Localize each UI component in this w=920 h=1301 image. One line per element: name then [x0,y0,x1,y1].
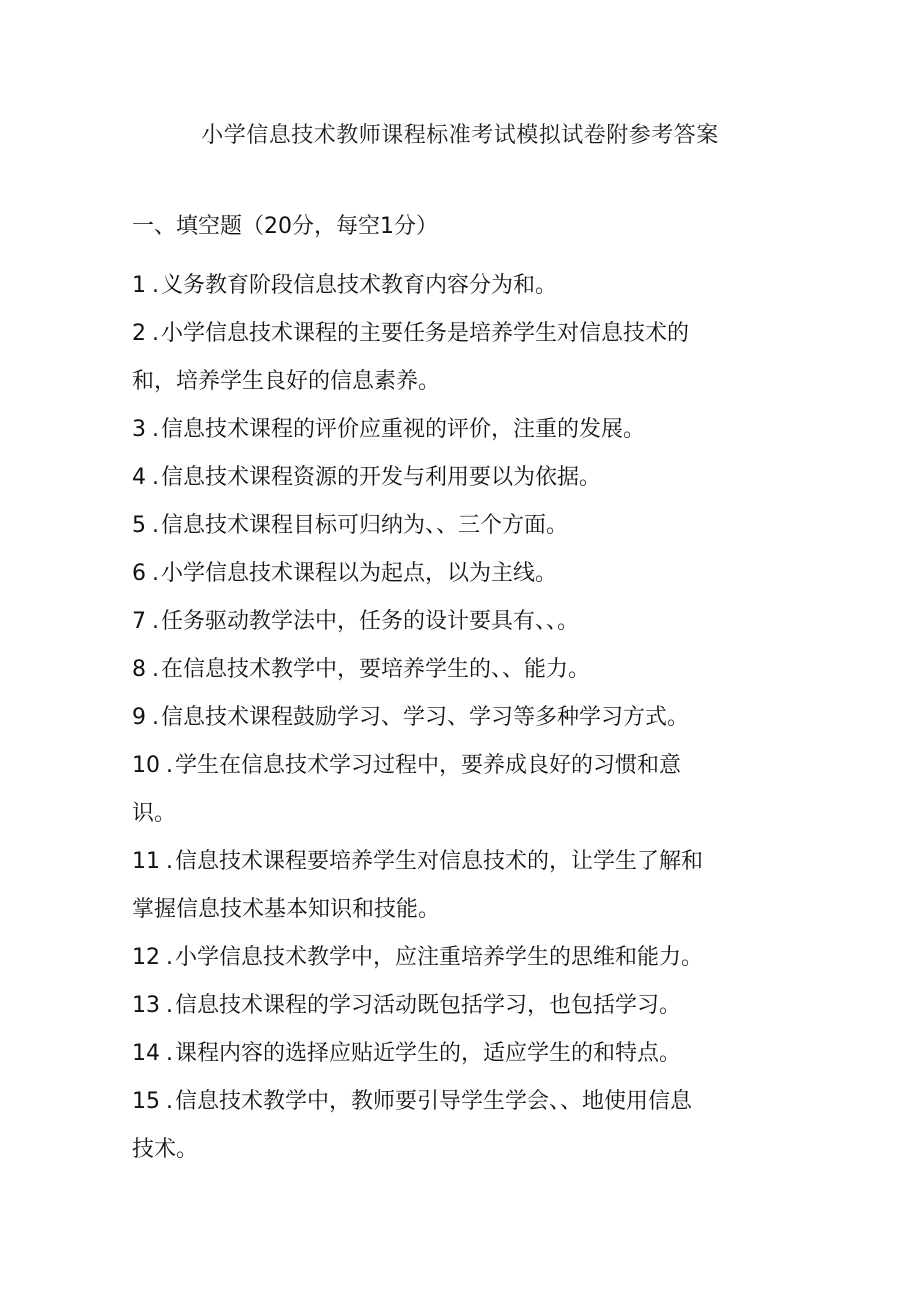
question-item [132,502,792,550]
question-number-dot: . [166,1089,173,1114]
question-number: 11 [132,849,160,874]
question-number-dot: . [152,705,159,730]
question-number-dot: . [166,849,173,874]
question-item [132,406,792,454]
question-number: 10 [132,753,160,778]
question-number: 12 [132,945,160,970]
question-text: 任务驱动教学法中，任务的设计要具有、、。 [161,609,580,634]
question-text-continued: 识。 [132,801,177,826]
question-number-dot: . [166,993,173,1018]
question-item [132,262,792,310]
question-text-continued: 掌握信息技术基本知识和技能。 [132,897,441,922]
question-list [132,262,792,1174]
question-item [132,742,792,838]
question-number-dot: . [152,657,159,682]
question-text: 小学信息技术教学中，应注重培养学生的思维和能力。 [175,945,704,970]
question-text: 信息技术课程资源的开发与利用要以为依据。 [161,465,602,490]
question-number: 2 [132,321,146,346]
question-text: 义务教育阶段信息技术教育内容分为和。 [161,273,558,298]
question-item [132,454,792,502]
question-number: 7 [132,609,146,634]
question-text-continued: 和，培养学生良好的信息素养。 [132,369,441,394]
question-text: 信息技术课程的评价应重视的评价，注重的发展。 [161,417,646,442]
question-number-dot: . [166,945,173,970]
question-number: 1 [132,273,146,298]
question-text: 信息技术课程的学习活动既包括学习，也包括学习。 [175,993,682,1018]
section-heading: 一、填空题（20分，每空1分） [132,214,438,239]
question-text: 学生在信息技术学习过程中，要养成良好的习惯和意 [175,753,682,778]
question-number-dot: . [166,753,173,778]
question-number: 15 [132,1089,160,1114]
question-text: 信息技术课程要培养学生对信息技术的，让学生了解和 [175,849,704,874]
question-number: 8 [132,657,146,682]
question-number-dot: . [152,609,159,634]
question-number-dot: . [166,1041,173,1066]
question-number-dot: . [152,417,159,442]
question-number: 5 [132,513,146,538]
question-text: 在信息技术教学中，要培养学生的、、能力。 [161,657,591,682]
question-number-dot: . [152,273,159,298]
question-number: 13 [132,993,160,1018]
question-item [132,982,792,1030]
question-item [132,646,792,694]
question-item [132,550,792,598]
question-number-dot: . [152,321,159,346]
document-title: 小学信息技术教师课程标准考试模拟试卷附参考答案 [201,123,719,148]
question-number: 14 [132,1041,160,1066]
question-number-dot: . [152,465,159,490]
question-text: 小学信息技术课程的主要任务是培养学生对信息技术的 [161,321,690,346]
question-item [132,838,792,934]
question-item [132,1030,792,1078]
question-number: 4 [132,465,146,490]
question-item [132,1078,792,1174]
question-number: 3 [132,417,146,442]
question-item [132,310,792,406]
question-item [132,934,792,982]
question-text: 课程内容的选择应贴近学生的，适应学生的和特点。 [175,1041,682,1066]
question-number: 6 [132,561,146,586]
question-text: 信息技术教学中，教师要引导学生学会、、地使用信息 [175,1089,693,1114]
question-number-dot: . [152,561,159,586]
question-text-continued: 技术。 [132,1137,199,1162]
question-number: 9 [132,705,146,730]
question-text: 信息技术课程目标可归纳为、、三个方面。 [161,513,569,538]
question-item [132,694,792,742]
question-text: 小学信息技术课程以为起点，以为主线。 [161,561,558,586]
question-item [132,598,792,646]
question-number-dot: . [152,513,159,538]
question-text: 信息技术课程鼓励学习、学习、学习等多种学习方式。 [161,705,690,730]
